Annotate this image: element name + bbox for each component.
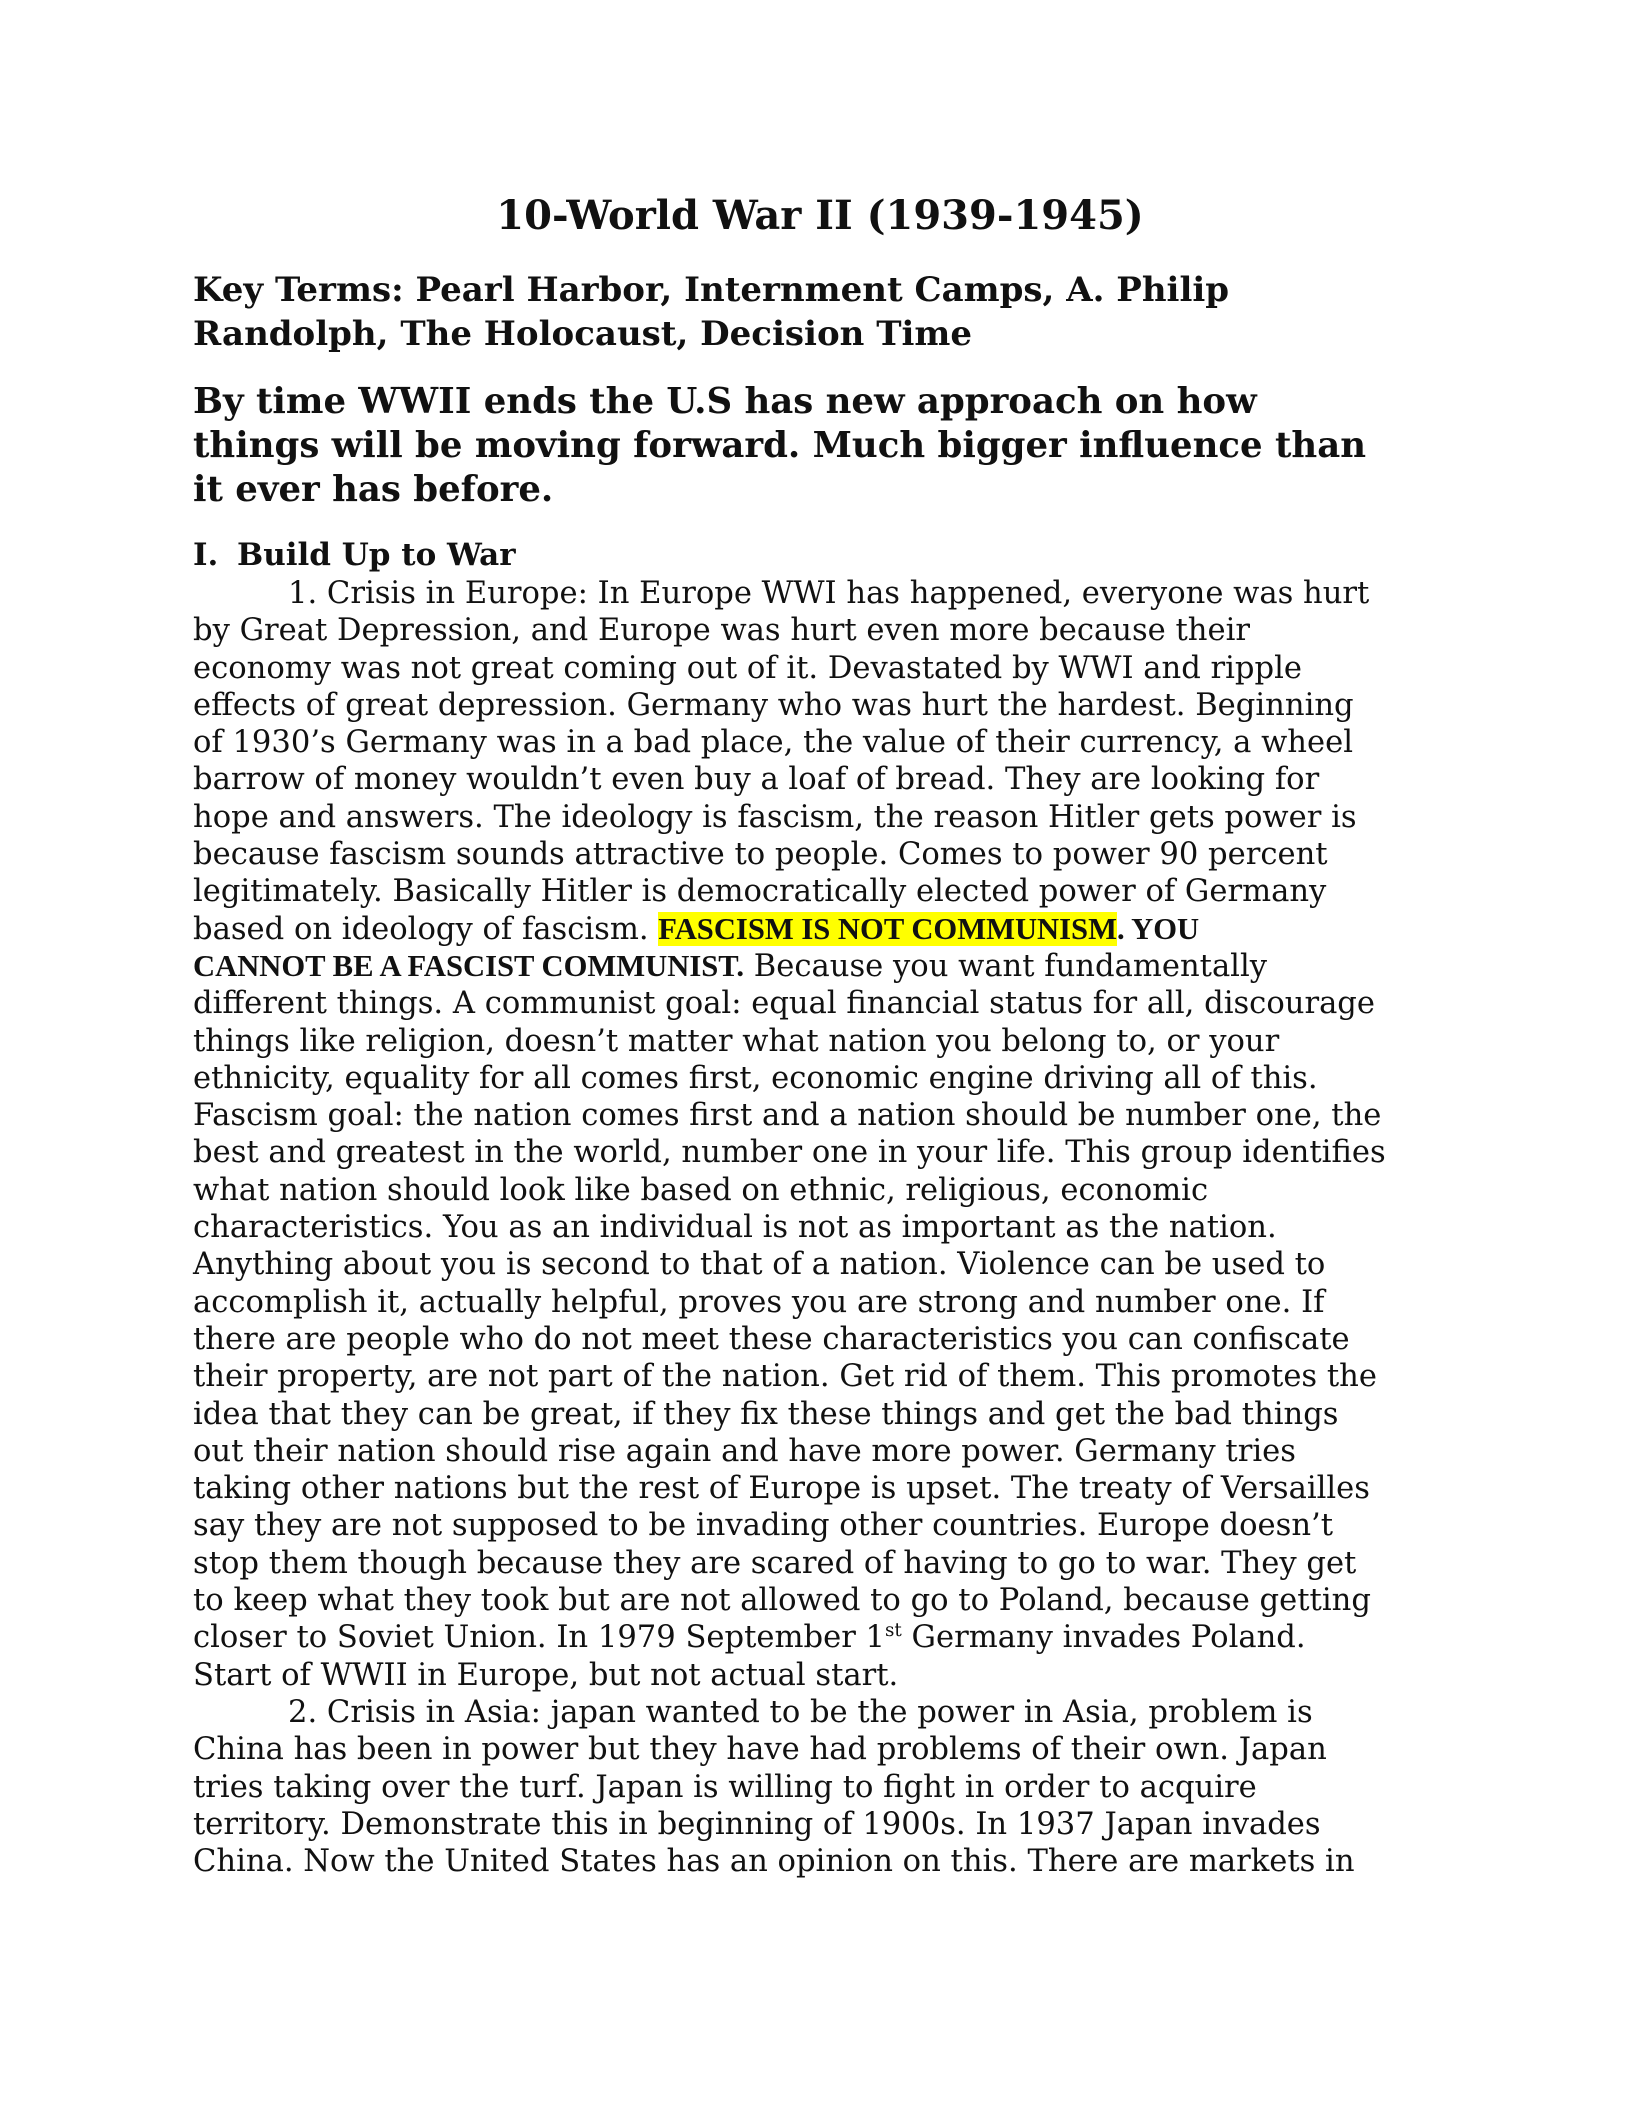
text-line: China. Now the United States has an opinion on this. There are markets in — [193, 1844, 1355, 1880]
intro-line: it ever has before. — [193, 469, 554, 510]
text-line: economy was not great coming out of it. Devastated by WWI and ripple — [193, 650, 1302, 686]
text-line: territory. Demonstrate this in beginning of 1900s. In 1937 Japan invades — [193, 1806, 1321, 1842]
text-line: 2. Crisis in Asia: japan wanted to be the power in Asia, problem is — [288, 1694, 1313, 1730]
text-line: Start of WWII in Europe, but not actual start. — [193, 1657, 899, 1693]
text-segment: Germany invades Poland. — [901, 1620, 1306, 1656]
text-line: idea that they can be great, if they fix these things and get the bad things — [193, 1396, 1339, 1432]
key-terms-line: Key Terms: Pearl Harbor, Internment Camps, A. Philip — [193, 270, 1230, 310]
text-line: their property, are not part of the nation. Get rid of them. This promotes the — [193, 1359, 1377, 1395]
bold-text: . YOU — [1116, 911, 1200, 946]
text-line: stop them though because they are scared of having to go to war. They get — [193, 1545, 1357, 1581]
text-line — [193, 911, 1443, 948]
text-line: by Great Depression, and Europe was hurt even more because their — [193, 613, 1250, 649]
text-line: different things. A communist goal: equal financial status for all, discourage — [193, 986, 1375, 1022]
text-line: China has been in power but they have had problems of their own. Japan — [193, 1732, 1327, 1768]
text-line — [193, 1619, 1443, 1656]
text-segment: based on ideology of fascism. — [193, 911, 659, 947]
text-line: to keep what they took but are not allowed to go to Poland, because getting — [193, 1583, 1371, 1619]
paragraph-crisis-in-europe — [193, 575, 1443, 1694]
bold-text: CANNOT BE A FASCIST COMMUNIST. — [193, 948, 745, 983]
section-number: I. — [193, 537, 219, 573]
paragraph-crisis-in-asia — [193, 1694, 1443, 1880]
text-segment: closer to Soviet Union. In 1979 September 1 — [193, 1620, 886, 1656]
section-heading — [193, 536, 516, 574]
text-line: taking other nations but the rest of Europe is upset. The treaty of Versailles — [193, 1471, 1370, 1507]
text-line: 1. Crisis in Europe: In Europe WWI has happened, everyone was hurt — [288, 576, 1370, 611]
section-heading-text: Build Up to War — [237, 537, 516, 573]
text-line: Fascism goal: the nation comes first and a nation should be number one, the — [193, 1098, 1382, 1134]
text-line: say they are not supposed to be invading other countries. Europe doesn’t — [193, 1508, 1334, 1544]
key-terms-line: Randolph, The Holocaust, Decision Time — [193, 314, 973, 354]
intro-statement — [193, 380, 1443, 512]
text-line: there are people who do not meet these characteristics you can confiscate — [193, 1321, 1350, 1357]
text-line: tries taking over the turf. Japan is willing to fight in order to acquire — [193, 1769, 1257, 1805]
text-line: Anything about you is second to that of a nation. Violence can be used to — [193, 1247, 1326, 1283]
text-line: because fascism sounds attractive to people. Comes to power 90 percent — [193, 837, 1328, 873]
highlighted-text: FASCISM IS NOT COMMUNISM — [658, 911, 1117, 946]
page-title: 10-World War II (1939-1945) — [496, 192, 1144, 239]
text-line: ethnicity, equality for all comes first, economic engine driving all of this. — [193, 1060, 1318, 1096]
intro-line: things will be moving forward. Much bigger influence than — [193, 425, 1367, 466]
text-line: characteristics. You as an individual is not as important as the nation. — [193, 1210, 1277, 1246]
text-line — [193, 948, 1443, 985]
text-line: accomplish it, actually helpful, proves you are strong and number one. If — [193, 1284, 1325, 1320]
text-line: best and greatest in the world, number one in your life. This group identifies — [193, 1135, 1386, 1171]
body-text — [193, 575, 1443, 1880]
text-line: effects of great depression. Germany who was hurt the hardest. Beginning — [193, 687, 1354, 723]
text-segment: Because you want fundamentally — [744, 948, 1268, 984]
text-line: things like religion, doesn’t matter what nation you belong to, or your — [193, 1023, 1280, 1059]
ordinal-suffix: st — [885, 1620, 902, 1642]
text-line: what nation should look like based on ethnic, religious, economic — [193, 1172, 1209, 1208]
text-line: hope and answers. The ideology is fascism, the reason Hitler gets power is — [193, 799, 1357, 835]
intro-line: By time WWII ends the U.S has new approach on how — [193, 381, 1257, 422]
text-line: of 1930’s Germany was in a bad place, the value of their currency, a wheel — [193, 725, 1353, 761]
key-terms-heading — [193, 268, 1443, 356]
text-line: out their nation should rise again and have more power. Germany tries — [193, 1433, 1296, 1469]
text-line: legitimately. Basically Hitler is democratically elected power of Germany — [193, 874, 1327, 910]
text-line: barrow of money wouldn’t even buy a loaf of bread. They are looking for — [193, 762, 1320, 798]
